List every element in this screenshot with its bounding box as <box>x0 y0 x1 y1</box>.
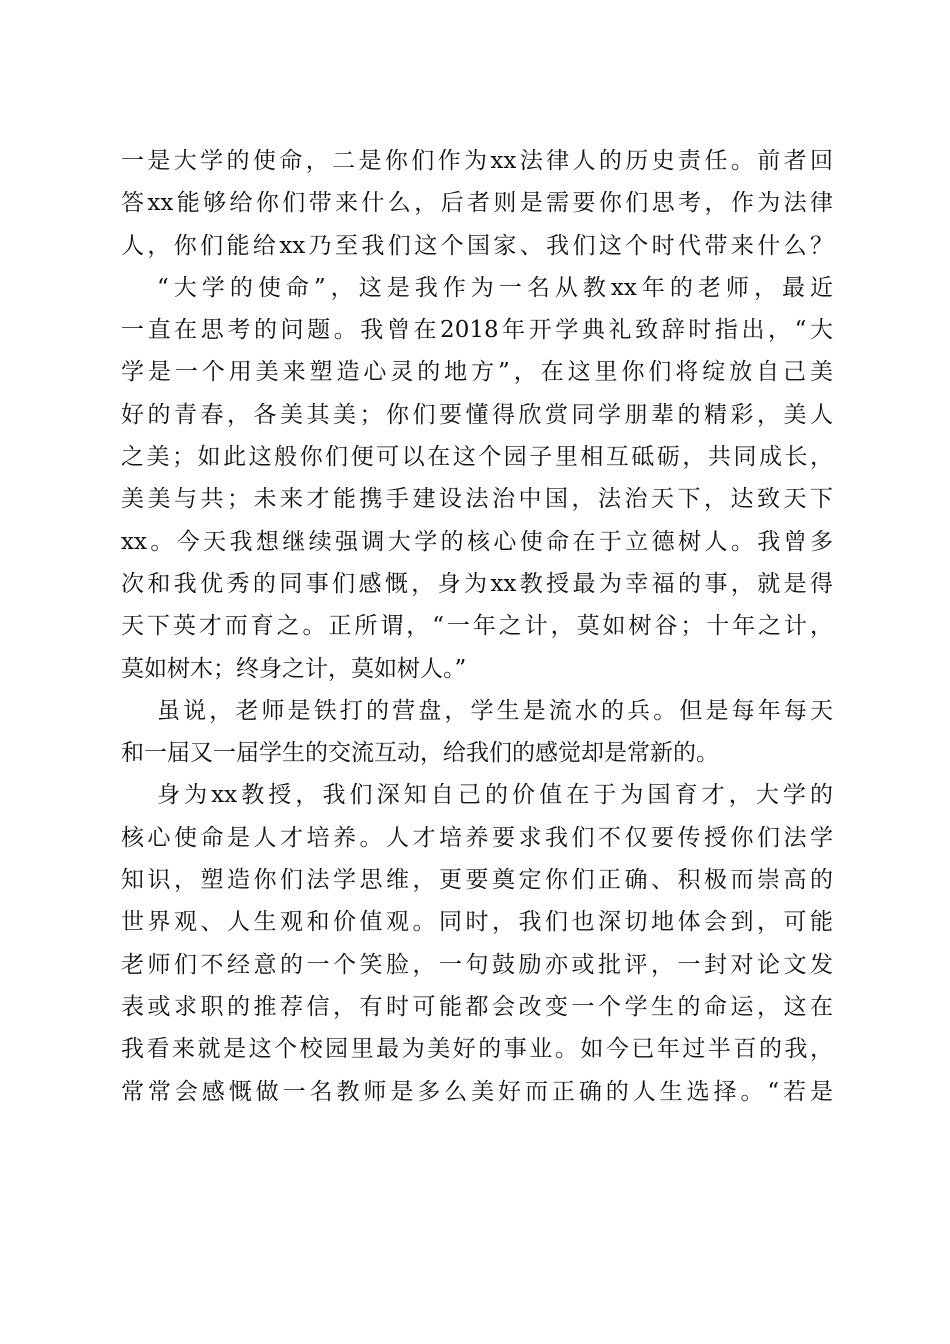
text-line: 核心使命是人才培养。人才培养要求我们不仅要传授你们法学 <box>121 824 833 851</box>
text-line: 美美与共；未来才能携手建设法治中国，法治天下，达致天下 <box>121 486 833 513</box>
text-line: 好的青春，各美其美；你们要懂得欣赏同学朋辈的精彩，美人 <box>121 401 833 428</box>
paragraph-4 <box>121 774 833 1112</box>
text-line: 之美；如此这般你们便可以在这个园子里相互砥砺，共同成长， <box>121 444 833 471</box>
text-line: 一直在思考的问题。我曾在2018年开学典礼致辞时指出，“大 <box>121 317 833 344</box>
text-line: 老师们不经意的一个笑脸，一句鼓励亦或批评，一封对论文发 <box>121 951 833 978</box>
text-line: 次和我优秀的同事们感慨，身为xx教授最为幸福的事，就是得 <box>121 570 833 597</box>
body-text <box>121 140 833 1113</box>
text-line: 身为xx教授，我们深知自己的价值在于为国育才，大学的 <box>157 782 833 809</box>
text-line: 知识，塑造你们法学思维，更要奠定你们正确、积极而崇高的 <box>121 867 833 894</box>
text-line: 常常会感慨做一名教师是多么美好而正确的人生选择。“若是 <box>121 1078 833 1105</box>
text-line: 天下英才而育之。正所谓，“一年之计，莫如树谷；十年之计， <box>121 613 833 640</box>
text-line: 人，你们能给xx乃至我们这个国家、我们这个时代带来什么？ <box>121 232 833 259</box>
text-line: 虽说，老师是铁打的营盘，学生是流水的兵。但是每年每天 <box>157 697 833 724</box>
text-line: xx。今天我想继续强调大学的核心使命在于立德树人。我曾多 <box>121 528 833 555</box>
paragraph-1 <box>121 140 833 267</box>
text-line: 学是一个用美来塑造心灵的地方”，在这里你们将绽放自己美 <box>121 359 833 386</box>
text-line: “大学的使命”，这是我作为一名从教xx年的老师，最近 <box>157 274 833 301</box>
text-line: 答xx能够给你们带来什么，后者则是需要你们思考，作为法律 <box>121 190 833 217</box>
text-line: 表或求职的推荐信，有时可能都会改变一个学生的命运，这在 <box>121 993 833 1020</box>
text-line: 世界观、人生观和价值观。同时，我们也深切地体会到，可能 <box>121 909 833 936</box>
text-line: 和一届又一届学生的交流互动，给我们的感觉却是常新的。 <box>121 740 719 767</box>
paragraph-3 <box>121 690 833 775</box>
text-line: 我看来就是这个校园里最为美好的事业。如今已年过半百的我， <box>121 1036 833 1063</box>
paragraph-2 <box>121 267 833 690</box>
text-line: 一是大学的使命，二是你们作为xx法律人的历史责任。前者回 <box>121 148 833 174</box>
text-line: 莫如树木；终身之计，莫如树人。” <box>121 655 467 682</box>
